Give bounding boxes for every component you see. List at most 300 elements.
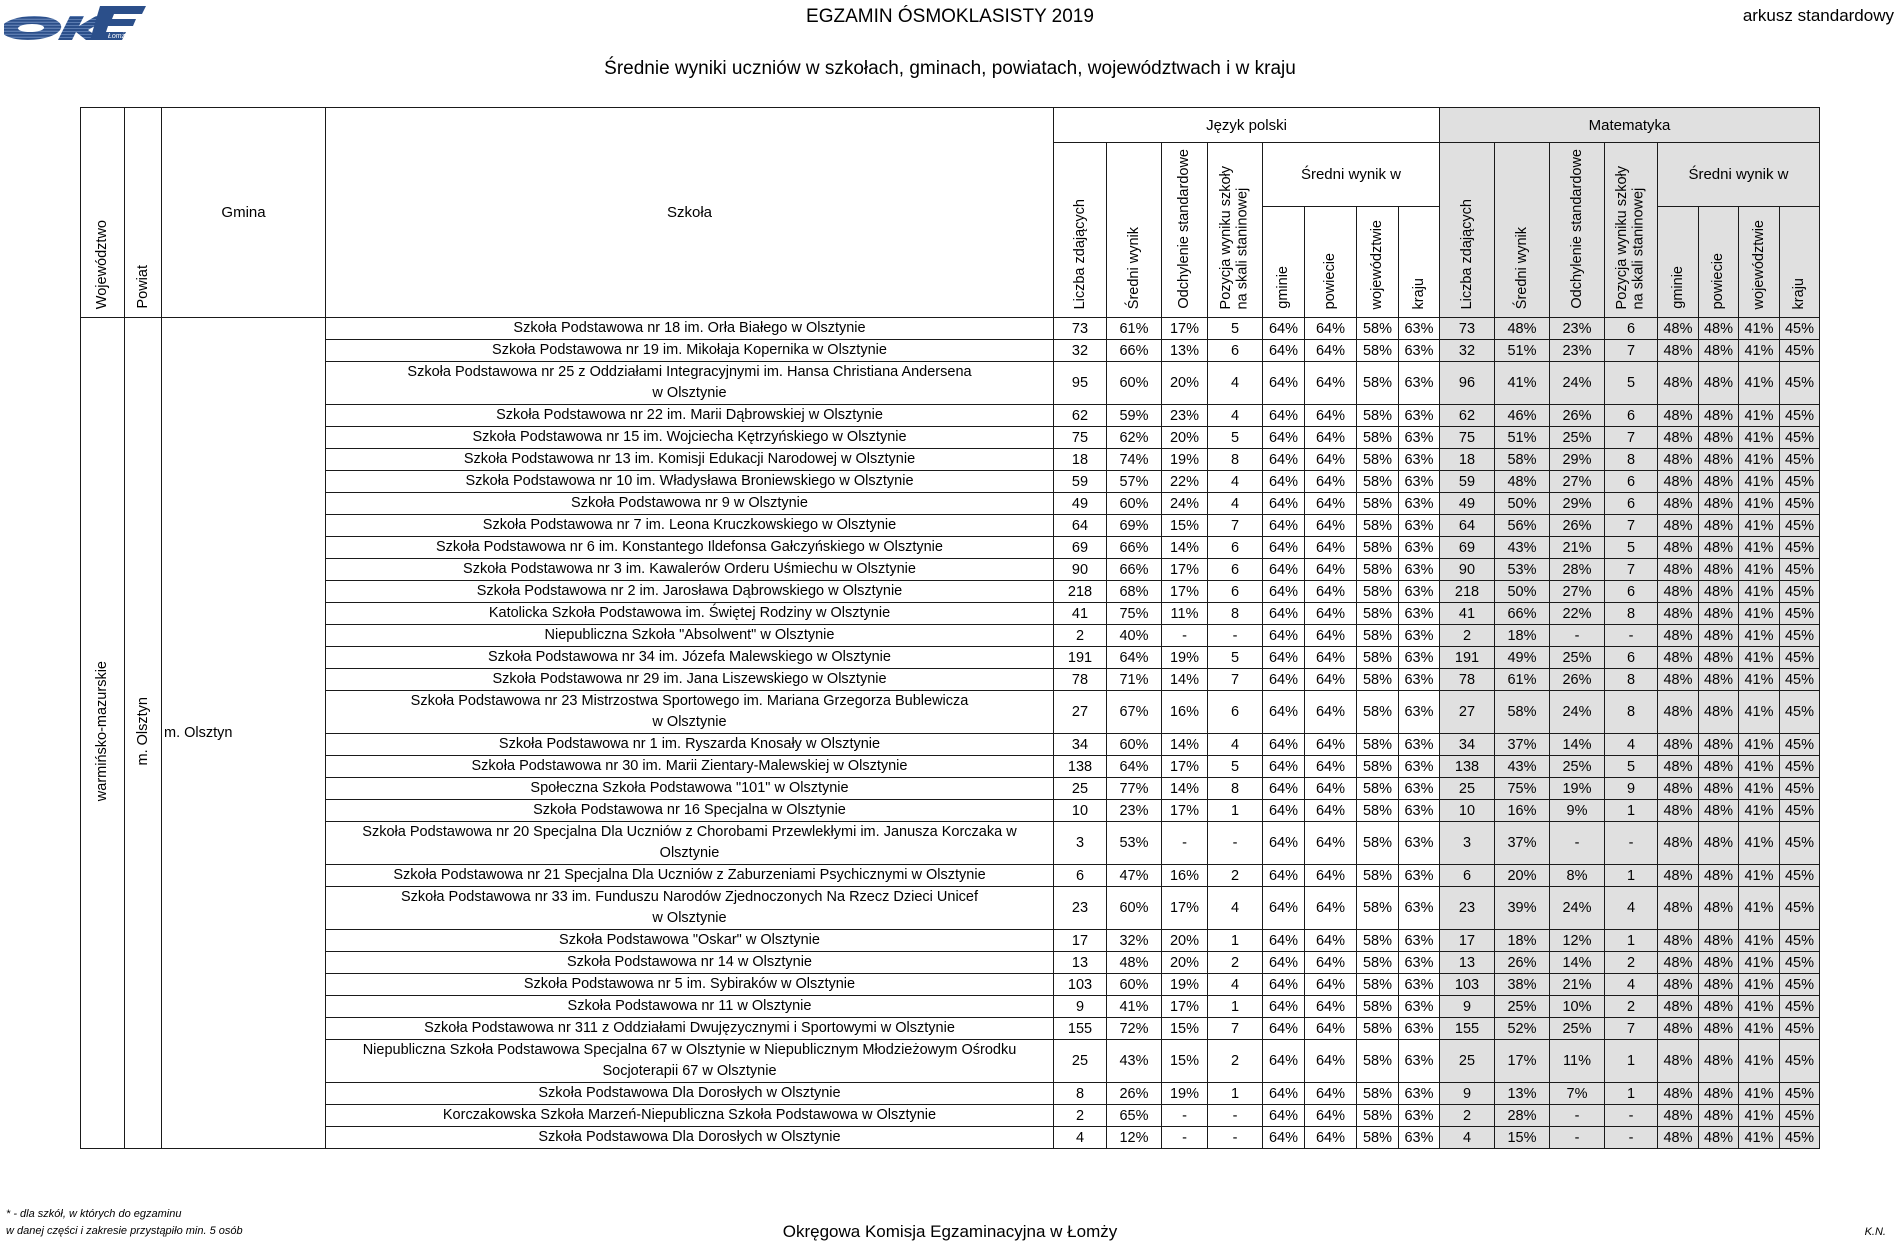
mat-odchylenie: 14%: [1550, 734, 1605, 756]
pl-wojewodztwie: 58%: [1357, 427, 1399, 449]
mat-sredni: 43%: [1495, 537, 1550, 559]
pl-liczba: 8: [1054, 1083, 1107, 1105]
mat-powiecie: 48%: [1699, 930, 1739, 952]
mat-gminie: 48%: [1658, 318, 1699, 340]
header-jezyk-polski: Język polski: [1054, 108, 1440, 143]
mat-kraju: 45%: [1780, 471, 1820, 493]
mat-wojewodztwie: 41%: [1739, 756, 1780, 778]
mat-wojewodztwie: 41%: [1739, 647, 1780, 669]
pl-powiecie: 64%: [1305, 427, 1357, 449]
mat-pozycja: 8: [1605, 603, 1658, 625]
mat-powiecie: 48%: [1699, 669, 1739, 691]
mat-odchylenie: 22%: [1550, 603, 1605, 625]
pl-kraju: 63%: [1399, 952, 1440, 974]
pl-gminie: 64%: [1263, 865, 1305, 887]
pl-odchylenie: 14%: [1162, 734, 1208, 756]
table-row: [81, 318, 1820, 340]
pl-liczba: 10: [1054, 800, 1107, 822]
pl-pozycja: -: [1208, 822, 1263, 865]
pl-pozycja: 5: [1208, 647, 1263, 669]
pl-gminie: 64%: [1263, 318, 1305, 340]
mat-wojewodztwie: 41%: [1739, 669, 1780, 691]
mat-sredni: 18%: [1495, 930, 1550, 952]
pl-powiecie: 64%: [1305, 691, 1357, 734]
pl-odchylenie: 23%: [1162, 405, 1208, 427]
pl-gminie: 64%: [1263, 405, 1305, 427]
pl-powiecie: 64%: [1305, 405, 1357, 427]
results-body: [81, 318, 1820, 1149]
pl-pozycja: 7: [1208, 515, 1263, 537]
mat-pozycja: -: [1605, 822, 1658, 865]
mat-odchylenie: 27%: [1550, 581, 1605, 603]
mat-powiecie: 48%: [1699, 1127, 1739, 1149]
mat-kraju: 45%: [1780, 449, 1820, 471]
mat-gminie: 48%: [1658, 405, 1699, 427]
pl-odchylenie: 17%: [1162, 800, 1208, 822]
page-title: EGZAMIN ÓSMOKLASISTY 2019: [806, 6, 1094, 27]
mat-powiecie: 48%: [1699, 778, 1739, 800]
table-row: [81, 952, 1820, 974]
mat-pozycja: 8: [1605, 691, 1658, 734]
pl-sredni: 71%: [1107, 669, 1162, 691]
mat-kraju: 45%: [1780, 887, 1820, 930]
mat-gminie: 48%: [1658, 756, 1699, 778]
mat-gminie: 48%: [1658, 625, 1699, 647]
school-name: Szkoła Podstawowa nr 34 im. Józefa Malewskiego w Olsztynie: [326, 647, 1054, 669]
mat-liczba: 90: [1440, 559, 1495, 581]
pl-odchylenie: 17%: [1162, 756, 1208, 778]
mat-sredni: 20%: [1495, 865, 1550, 887]
mat-gminie: 48%: [1658, 930, 1699, 952]
pl-pozycja: 5: [1208, 427, 1263, 449]
mat-wojewodztwie: 41%: [1739, 537, 1780, 559]
mat-pozycja: 1: [1605, 1083, 1658, 1105]
pl-odchylenie: 14%: [1162, 669, 1208, 691]
mat-liczba: 9: [1440, 996, 1495, 1018]
table-row: [81, 1127, 1820, 1149]
mat-sredni: 48%: [1495, 471, 1550, 493]
header-pl-kraju: kraju: [1399, 207, 1440, 318]
mat-pozycja: 4: [1605, 734, 1658, 756]
pl-powiecie: 64%: [1305, 318, 1357, 340]
mat-pozycja: 1: [1605, 865, 1658, 887]
mat-pozycja: 6: [1605, 647, 1658, 669]
mat-gminie: 48%: [1658, 778, 1699, 800]
header-mat-liczba: Liczba zdających: [1440, 143, 1495, 318]
mat-sredni: 52%: [1495, 1018, 1550, 1040]
mat-powiecie: 48%: [1699, 362, 1739, 405]
pl-pozycja: 4: [1208, 471, 1263, 493]
pl-wojewodztwie: 58%: [1357, 691, 1399, 734]
pl-wojewodztwie: 58%: [1357, 996, 1399, 1018]
pl-sredni: 57%: [1107, 471, 1162, 493]
pl-sredni: 62%: [1107, 427, 1162, 449]
pl-liczba: 49: [1054, 493, 1107, 515]
mat-liczba: 17: [1440, 930, 1495, 952]
mat-pozycja: 4: [1605, 887, 1658, 930]
mat-sredni: 37%: [1495, 822, 1550, 865]
pl-liczba: 17: [1054, 930, 1107, 952]
mat-sredni: 41%: [1495, 362, 1550, 405]
pl-liczba: 95: [1054, 362, 1107, 405]
mat-odchylenie: 11%: [1550, 1040, 1605, 1083]
table-row: [81, 865, 1820, 887]
pl-liczba: 2: [1054, 1105, 1107, 1127]
school-name: Szkoła Podstawowa nr 3 im. Kawalerów Orderu Uśmiechu w Olsztynie: [326, 559, 1054, 581]
mat-liczba: 191: [1440, 647, 1495, 669]
header-pl-wojewodztwie: województwie: [1357, 207, 1399, 318]
mat-odchylenie: 12%: [1550, 930, 1605, 952]
pl-wojewodztwie: 58%: [1357, 865, 1399, 887]
pl-odchylenie: 17%: [1162, 887, 1208, 930]
header-mat-gminie: gminie: [1658, 207, 1699, 318]
mat-pozycja: 6: [1605, 318, 1658, 340]
pl-liczba: 4: [1054, 1127, 1107, 1149]
pl-pozycja: 1: [1208, 930, 1263, 952]
powiat-cell: m. Olsztyn: [125, 318, 162, 1149]
pl-gminie: 64%: [1263, 581, 1305, 603]
pl-powiecie: 64%: [1305, 756, 1357, 778]
mat-odchylenie: 25%: [1550, 647, 1605, 669]
mat-odchylenie: -: [1550, 625, 1605, 647]
table-row: [81, 537, 1820, 559]
header-wojewodztwo: Województwo: [81, 108, 125, 318]
pl-powiecie: 64%: [1305, 1083, 1357, 1105]
mat-odchylenie: 27%: [1550, 471, 1605, 493]
mat-sredni: 56%: [1495, 515, 1550, 537]
school-name: Szkoła Podstawowa nr 15 im. Wojciecha Kętrzyńskiego w Olsztynie: [326, 427, 1054, 449]
school-name: Korczakowska Szkoła Marzeń-Niepubliczna Szkoła Podstawowa w Olsztynie: [326, 1105, 1054, 1127]
mat-kraju: 45%: [1780, 778, 1820, 800]
pl-gminie: 64%: [1263, 625, 1305, 647]
mat-gminie: 48%: [1658, 603, 1699, 625]
mat-powiecie: 48%: [1699, 756, 1739, 778]
pl-liczba: 69: [1054, 537, 1107, 559]
table-row: [81, 756, 1820, 778]
mat-liczba: 49: [1440, 493, 1495, 515]
pl-powiecie: 64%: [1305, 340, 1357, 362]
mat-odchylenie: 23%: [1550, 340, 1605, 362]
mat-sredni: 38%: [1495, 974, 1550, 996]
mat-sredni: 28%: [1495, 1105, 1550, 1127]
pl-powiecie: 64%: [1305, 974, 1357, 996]
pl-kraju: 63%: [1399, 515, 1440, 537]
pl-wojewodztwie: 58%: [1357, 362, 1399, 405]
header-szkola: Szkoła: [326, 108, 1054, 318]
mat-sredni: 13%: [1495, 1083, 1550, 1105]
mat-liczba: 3: [1440, 822, 1495, 865]
pl-pozycja: 1: [1208, 1083, 1263, 1105]
mat-powiecie: 48%: [1699, 340, 1739, 362]
mat-liczba: 23: [1440, 887, 1495, 930]
pl-powiecie: 64%: [1305, 647, 1357, 669]
mat-wojewodztwie: 41%: [1739, 734, 1780, 756]
mat-gminie: 48%: [1658, 362, 1699, 405]
mat-powiecie: 48%: [1699, 559, 1739, 581]
mat-powiecie: 48%: [1699, 471, 1739, 493]
mat-gminie: 48%: [1658, 669, 1699, 691]
mat-powiecie: 48%: [1699, 1040, 1739, 1083]
mat-liczba: 4: [1440, 1127, 1495, 1149]
mat-kraju: 45%: [1780, 865, 1820, 887]
pl-sredni: 64%: [1107, 647, 1162, 669]
pl-wojewodztwie: 58%: [1357, 603, 1399, 625]
pl-gminie: 64%: [1263, 1018, 1305, 1040]
mat-odchylenie: 23%: [1550, 318, 1605, 340]
pl-kraju: 63%: [1399, 996, 1440, 1018]
mat-gminie: 48%: [1658, 559, 1699, 581]
mat-odchylenie: 14%: [1550, 952, 1605, 974]
school-name: Szkoła Podstawowa nr 30 im. Marii Zientary-Malewskiej w Olsztynie: [326, 756, 1054, 778]
mat-odchylenie: 26%: [1550, 669, 1605, 691]
table-row: [81, 974, 1820, 996]
mat-sredni: 37%: [1495, 734, 1550, 756]
pl-odchylenie: 19%: [1162, 647, 1208, 669]
mat-sredni: 58%: [1495, 449, 1550, 471]
pl-pozycja: 4: [1208, 362, 1263, 405]
mat-wojewodztwie: 41%: [1739, 800, 1780, 822]
table-row: [81, 691, 1820, 734]
mat-kraju: 45%: [1780, 1040, 1820, 1083]
pl-wojewodztwie: 58%: [1357, 1083, 1399, 1105]
pl-pozycja: 4: [1208, 974, 1263, 996]
pl-sredni: 61%: [1107, 318, 1162, 340]
mat-kraju: 45%: [1780, 493, 1820, 515]
pl-wojewodztwie: 58%: [1357, 778, 1399, 800]
school-name: Szkoła Podstawowa nr 29 im. Jana Liszewskiego w Olsztynie: [326, 669, 1054, 691]
mat-kraju: 45%: [1780, 340, 1820, 362]
pl-sredni: 72%: [1107, 1018, 1162, 1040]
pl-kraju: 63%: [1399, 340, 1440, 362]
mat-powiecie: 48%: [1699, 974, 1739, 996]
mat-powiecie: 48%: [1699, 1018, 1739, 1040]
pl-odchylenie: -: [1162, 1127, 1208, 1149]
mat-sredni: 51%: [1495, 427, 1550, 449]
pl-odchylenie: 19%: [1162, 449, 1208, 471]
mat-wojewodztwie: 41%: [1739, 405, 1780, 427]
pl-gminie: 64%: [1263, 515, 1305, 537]
pl-sredni: 60%: [1107, 734, 1162, 756]
pl-odchylenie: -: [1162, 822, 1208, 865]
mat-liczba: 218: [1440, 581, 1495, 603]
school-name: Niepubliczna Szkoła "Absolwent" w Olsztynie: [326, 625, 1054, 647]
mat-odchylenie: 26%: [1550, 515, 1605, 537]
pl-wojewodztwie: 58%: [1357, 1040, 1399, 1083]
mat-powiecie: 48%: [1699, 537, 1739, 559]
pl-wojewodztwie: 58%: [1357, 734, 1399, 756]
mat-gminie: 48%: [1658, 996, 1699, 1018]
mat-pozycja: 7: [1605, 340, 1658, 362]
pl-liczba: 191: [1054, 647, 1107, 669]
pl-gminie: 64%: [1263, 449, 1305, 471]
mat-gminie: 48%: [1658, 647, 1699, 669]
pl-gminie: 64%: [1263, 930, 1305, 952]
pl-wojewodztwie: 58%: [1357, 800, 1399, 822]
pl-gminie: 64%: [1263, 669, 1305, 691]
pl-gminie: 64%: [1263, 800, 1305, 822]
mat-kraju: 45%: [1780, 1105, 1820, 1127]
pl-powiecie: 64%: [1305, 471, 1357, 493]
header-mat-sredni-w: Średni wynik w: [1658, 143, 1820, 207]
pl-sredni: 68%: [1107, 581, 1162, 603]
pl-kraju: 63%: [1399, 1127, 1440, 1149]
mat-powiecie: 48%: [1699, 449, 1739, 471]
pl-sredni: 40%: [1107, 625, 1162, 647]
pl-kraju: 63%: [1399, 625, 1440, 647]
mat-liczba: 32: [1440, 340, 1495, 362]
school-name: Szkoła Podstawowa Dla Dorosłych w Olsztynie: [326, 1083, 1054, 1105]
table-row: [81, 887, 1820, 930]
mat-pozycja: 1: [1605, 1040, 1658, 1083]
mat-sredni: 58%: [1495, 691, 1550, 734]
table-row: [81, 515, 1820, 537]
svg-text:Łomża: Łomża: [108, 33, 130, 40]
mat-kraju: 45%: [1780, 756, 1820, 778]
mat-powiecie: 48%: [1699, 952, 1739, 974]
pl-gminie: 64%: [1263, 996, 1305, 1018]
mat-sredni: 49%: [1495, 647, 1550, 669]
table-row: [81, 559, 1820, 581]
mat-wojewodztwie: 41%: [1739, 778, 1780, 800]
mat-liczba: 2: [1440, 625, 1495, 647]
pl-sredni: 59%: [1107, 405, 1162, 427]
pl-kraju: 63%: [1399, 537, 1440, 559]
pl-pozycja: 1: [1208, 996, 1263, 1018]
mat-wojewodztwie: 41%: [1739, 493, 1780, 515]
pl-pozycja: 8: [1208, 603, 1263, 625]
pl-sredni: 75%: [1107, 603, 1162, 625]
pl-gminie: 64%: [1263, 1083, 1305, 1105]
pl-liczba: 64: [1054, 515, 1107, 537]
mat-pozycja: 6: [1605, 493, 1658, 515]
pl-pozycja: 6: [1208, 691, 1263, 734]
header-mat-wojewodztwie: województwie: [1739, 207, 1780, 318]
pl-liczba: 25: [1054, 1040, 1107, 1083]
pl-wojewodztwie: 58%: [1357, 952, 1399, 974]
pl-sredni: 26%: [1107, 1083, 1162, 1105]
mat-kraju: 45%: [1780, 1083, 1820, 1105]
pl-odchylenie: 11%: [1162, 603, 1208, 625]
pl-sredni: 43%: [1107, 1040, 1162, 1083]
table-row: [81, 930, 1820, 952]
pl-odchylenie: 24%: [1162, 493, 1208, 515]
pl-sredni: 74%: [1107, 449, 1162, 471]
header-pl-odchylenie: Odchylenie standardowe: [1162, 143, 1208, 318]
pl-pozycja: 5: [1208, 318, 1263, 340]
mat-sredni: 53%: [1495, 559, 1550, 581]
pl-sredni: 66%: [1107, 537, 1162, 559]
pl-sredni: 65%: [1107, 1105, 1162, 1127]
pl-liczba: 32: [1054, 340, 1107, 362]
mat-wojewodztwie: 41%: [1739, 581, 1780, 603]
mat-gminie: 48%: [1658, 691, 1699, 734]
mat-sredni: 75%: [1495, 778, 1550, 800]
mat-odchylenie: 25%: [1550, 1018, 1605, 1040]
table-row: [81, 734, 1820, 756]
pl-powiecie: 64%: [1305, 822, 1357, 865]
gmina-cell: m. Olsztyn: [162, 318, 326, 1149]
pl-kraju: 63%: [1399, 887, 1440, 930]
mat-gminie: 48%: [1658, 952, 1699, 974]
pl-wojewodztwie: 58%: [1357, 471, 1399, 493]
pl-kraju: 63%: [1399, 1105, 1440, 1127]
pl-powiecie: 64%: [1305, 537, 1357, 559]
pl-odchylenie: 15%: [1162, 1040, 1208, 1083]
pl-liczba: 23: [1054, 887, 1107, 930]
mat-kraju: 45%: [1780, 427, 1820, 449]
pl-sredni: 53%: [1107, 822, 1162, 865]
results-table: [80, 107, 1820, 1149]
mat-liczba: 27: [1440, 691, 1495, 734]
pl-odchylenie: 15%: [1162, 515, 1208, 537]
school-name: Szkoła Podstawowa nr 1 im. Ryszarda Knosały w Olsztynie: [326, 734, 1054, 756]
mat-gminie: 48%: [1658, 340, 1699, 362]
pl-odchylenie: 17%: [1162, 318, 1208, 340]
pl-gminie: 64%: [1263, 471, 1305, 493]
mat-gminie: 48%: [1658, 974, 1699, 996]
mat-wojewodztwie: 41%: [1739, 449, 1780, 471]
pl-gminie: 64%: [1263, 603, 1305, 625]
mat-gminie: 48%: [1658, 1040, 1699, 1083]
pl-pozycja: 1: [1208, 800, 1263, 822]
mat-wojewodztwie: 41%: [1739, 822, 1780, 865]
pl-powiecie: 64%: [1305, 1105, 1357, 1127]
pl-sredni: 66%: [1107, 340, 1162, 362]
table-row: [81, 1105, 1820, 1127]
mat-gminie: 48%: [1658, 493, 1699, 515]
pl-sredni: 47%: [1107, 865, 1162, 887]
mat-odchylenie: 29%: [1550, 449, 1605, 471]
pl-kraju: 63%: [1399, 603, 1440, 625]
mat-sredni: 15%: [1495, 1127, 1550, 1149]
mat-odchylenie: -: [1550, 1127, 1605, 1149]
mat-odchylenie: 24%: [1550, 887, 1605, 930]
table-row: [81, 778, 1820, 800]
mat-wojewodztwie: 41%: [1739, 1105, 1780, 1127]
mat-powiecie: 48%: [1699, 581, 1739, 603]
header-pl-gminie: gminie: [1263, 207, 1305, 318]
pl-liczba: 138: [1054, 756, 1107, 778]
mat-pozycja: 9: [1605, 778, 1658, 800]
pl-kraju: 63%: [1399, 756, 1440, 778]
mat-liczba: 2: [1440, 1105, 1495, 1127]
mat-sredni: 43%: [1495, 756, 1550, 778]
pl-odchylenie: 14%: [1162, 778, 1208, 800]
mat-sredni: 17%: [1495, 1040, 1550, 1083]
mat-liczba: 18: [1440, 449, 1495, 471]
pl-odchylenie: 19%: [1162, 974, 1208, 996]
school-name: Szkoła Podstawowa nr 18 im. Orła Białego w Olsztynie: [326, 318, 1054, 340]
mat-pozycja: 6: [1605, 581, 1658, 603]
wojewodztwo-cell: warmińsko-mazurskie: [81, 318, 125, 1149]
mat-pozycja: 5: [1605, 362, 1658, 405]
pl-gminie: 64%: [1263, 537, 1305, 559]
mat-odchylenie: 24%: [1550, 691, 1605, 734]
header-mat-sredni: Średni wynik: [1495, 143, 1550, 318]
school-name: Szkoła Podstawowa nr 21 Specjalna Dla Uczniów z Zaburzeniami Psychicznymi w Olsztynie: [326, 865, 1054, 887]
pl-sredni: 60%: [1107, 362, 1162, 405]
header-pl-sredni: Średni wynik: [1107, 143, 1162, 318]
mat-kraju: 45%: [1780, 559, 1820, 581]
pl-odchylenie: 17%: [1162, 581, 1208, 603]
pl-wojewodztwie: 58%: [1357, 405, 1399, 427]
header-pl-powiecie: powiecie: [1305, 207, 1357, 318]
pl-kraju: 63%: [1399, 318, 1440, 340]
mat-kraju: 45%: [1780, 537, 1820, 559]
pl-pozycja: 6: [1208, 537, 1263, 559]
pl-liczba: 59: [1054, 471, 1107, 493]
pl-wojewodztwie: 58%: [1357, 756, 1399, 778]
